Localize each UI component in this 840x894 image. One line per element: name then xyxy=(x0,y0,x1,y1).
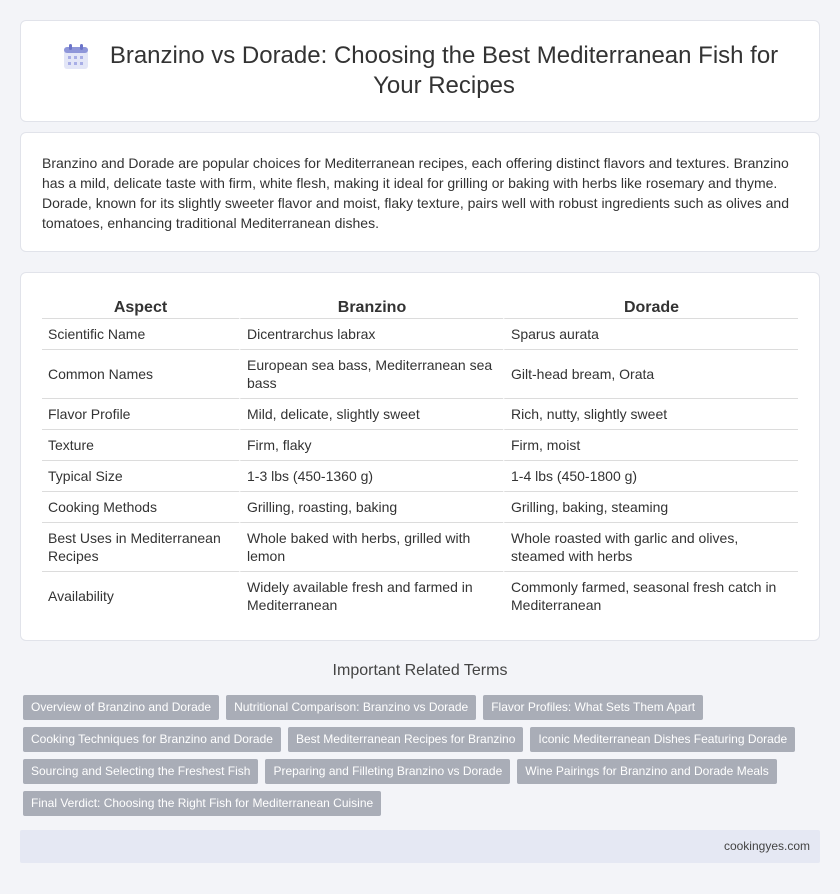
site-name[interactable]: cookingyes.com xyxy=(723,839,810,853)
table-cell: Availability xyxy=(42,571,239,620)
table-cell: Sparus aurata xyxy=(503,318,798,349)
table-cell: Mild, delicate, slightly sweet xyxy=(239,398,503,429)
related-tag[interactable]: Sourcing and Selecting the Freshest Fish xyxy=(23,759,258,784)
comparison-card xyxy=(20,272,820,641)
calendar-icon xyxy=(61,42,91,72)
table-cell: Scientific Name xyxy=(42,318,239,349)
header-dorade: Dorade xyxy=(503,298,798,318)
table-row xyxy=(42,460,798,491)
intro-card xyxy=(20,132,820,252)
related-tag[interactable]: Wine Pairings for Branzino and Dorade Meals xyxy=(517,759,776,784)
header-aspect: Aspect xyxy=(113,299,168,316)
tag-row xyxy=(23,727,823,752)
related-tag[interactable]: Cooking Techniques for Branzino and Dorade xyxy=(23,727,281,752)
related-tag[interactable]: Flavor Profiles: What Sets Them Apart xyxy=(483,695,703,720)
table-cell: 1-3 lbs (450-1360 g) xyxy=(239,460,503,491)
table-cell: Commonly farmed, seasonal fresh catch in Mediterranean xyxy=(503,571,798,620)
related-tag[interactable]: Final Verdict: Choosing the Right Fish for Mediterranean Cuisine xyxy=(23,791,381,816)
table-cell: Gilt-head bream, Orata xyxy=(503,349,798,398)
table-cell: 1-4 lbs (450-1800 g) xyxy=(503,460,798,491)
table-cell: Flavor Profile xyxy=(42,398,239,429)
table-cell: Dicentrarchus labrax xyxy=(239,318,503,349)
related-tag[interactable]: Best Mediterranean Recipes for Branzino xyxy=(288,727,523,752)
related-tag[interactable]: Overview of Branzino and Dorade xyxy=(23,695,219,720)
tag-row xyxy=(23,695,823,720)
table-cell: Typical Size xyxy=(42,460,239,491)
table-cell: European sea bass, Mediterranean sea bass xyxy=(239,349,503,398)
table-cell: Widely available fresh and farmed in Mediterranean xyxy=(239,571,503,620)
table-cell: Whole roasted with garlic and olives, steamed with herbs xyxy=(503,522,798,571)
table-cell: Best Uses in Mediterranean Recipes xyxy=(42,522,239,571)
page-title: Branzino vs Dorade: Choosing the Best Mediterranean Fish for Your Recipes xyxy=(109,42,779,99)
table-cell: Firm, moist xyxy=(503,429,798,460)
table-row xyxy=(42,429,798,460)
table-cell: Common Names xyxy=(42,349,239,398)
table-cell: Texture xyxy=(42,429,239,460)
table-cell: Cooking Methods xyxy=(42,491,239,522)
table-cell: Grilling, baking, steaming xyxy=(503,491,798,522)
related-tag[interactable]: Iconic Mediterranean Dishes Featuring Dorade xyxy=(530,727,795,752)
intro-paragraph: Branzino and Dorade are popular choices for Mediterranean recipes, each offering distinct flavors and textures. Branzino has a mild, delicate taste with firm, white flesh, making it ideal for grilling or baking with herbs like rosemary and thyme. Dorade, known for its slightly sweeter flavor and moist, flaky texture, pairs well with robust ingredients such as olives and tomatoes, enhancing traditional Mediterranean dishes. xyxy=(42,155,790,231)
footer xyxy=(20,830,820,863)
table-cell: Rich, nutty, slightly sweet xyxy=(503,398,798,429)
table-cell: Grilling, roasting, baking xyxy=(239,491,503,522)
table-row xyxy=(42,571,798,620)
header-branzino: Branzino xyxy=(239,298,503,318)
table-header-row xyxy=(42,298,798,318)
table-cell: Whole baked with herbs, grilled with lemon xyxy=(239,522,503,571)
related-tag[interactable]: Nutritional Comparison: Branzino vs Dorade xyxy=(226,695,476,720)
tag-row xyxy=(23,791,823,816)
header-card xyxy=(20,20,820,122)
table-row xyxy=(42,398,798,429)
table-row xyxy=(42,491,798,522)
related-tag[interactable]: Preparing and Filleting Branzino vs Dorade xyxy=(265,759,510,784)
table-row xyxy=(42,318,798,349)
comparison-table xyxy=(42,298,798,620)
table-row xyxy=(42,349,798,398)
tag-row xyxy=(23,759,823,784)
related-tags xyxy=(23,695,823,823)
related-terms-title: Important Related Terms xyxy=(332,662,508,679)
table-row xyxy=(42,522,798,571)
table-cell: Firm, flaky xyxy=(239,429,503,460)
